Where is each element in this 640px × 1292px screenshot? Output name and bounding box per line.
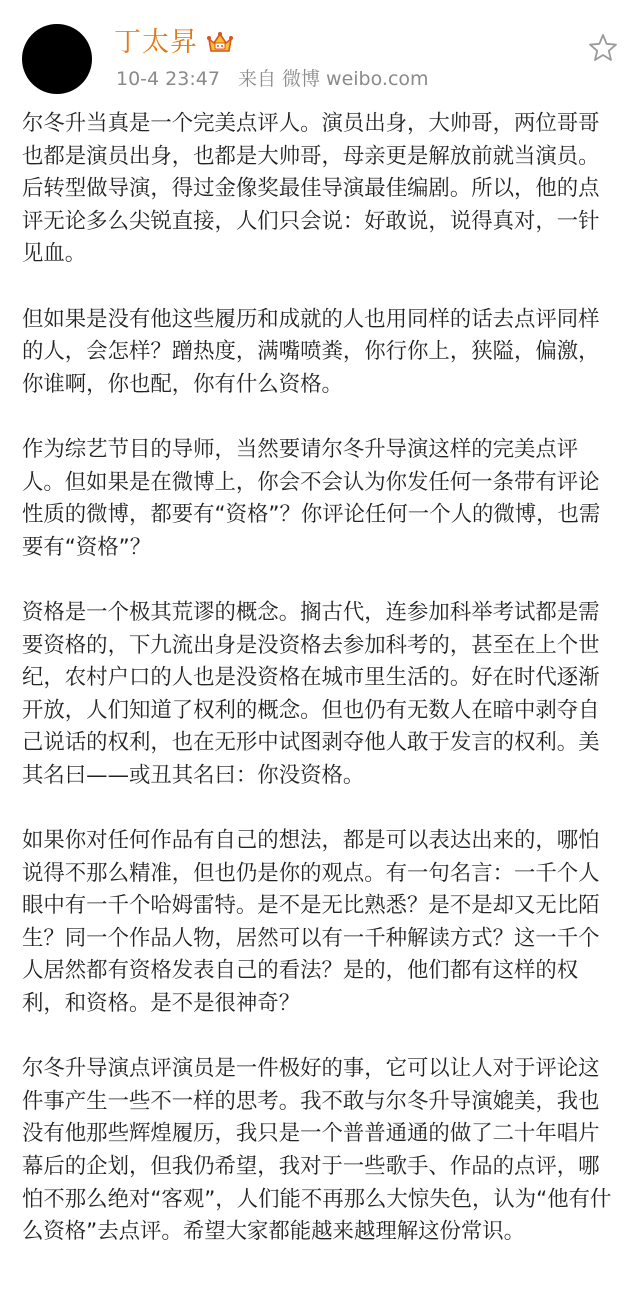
crown-icon — [206, 31, 234, 55]
post-paragraph: 尔冬升导演点评演员是一件极好的事，它可以让人对于评论这件事产生一些不一样的思考。我不敢与尔冬升导演媲美，我也没有他那些辉煌履历，我只是一个普普通通的做了二十年唱片幕后的企划，但我仍希望，我对于一些歌手、作品的点评，哪怕不那么绝对“客观”，人们能不再那么大惊失色，认为“他有什么资格”去点评。希望大家都能越来越理解这份常识。 — [22, 1056, 612, 1245]
post-paragraph: 作为综艺节目的导师，当然要请尔冬升导演这样的完美点评人。但如果是在微博上，你会不会认为你发任何一条带有评论性质的微博，都要有“资格”？你评论任何一个人的微博，也需要有“资格”？ — [22, 436, 601, 560]
post-paragraph: 但如果是没有他这些履历和成就的人也用同样的话去点评同样的人，会怎样？蹭热度，满嘴喷粪，你行你上，狭隘，偏激，你谁啊，你也配，你有什么资格。 — [22, 306, 600, 397]
star-icon[interactable] — [587, 32, 619, 64]
post-paragraph: 如果你对任何作品有自己的想法，都是可以表达出来的，哪怕说得不那么精准，但也仍是你的观点。有一句名言：一千个人眼中有一千个哈姆雷特。是不是无比熟悉？是不是却又无比陌生？同一个作品人物，居然可以有一千种解读方式？这一千个人居然都有资格发表自己的看法？是的，他们都有这样的权利，和资格。是不是很神奇？ — [22, 828, 600, 1017]
post-meta — [116, 66, 441, 92]
author-name[interactable]: 丁太昇 — [114, 27, 198, 58]
post-paragraph: 尔冬升当真是一个完美点评人。演员出身，大帅哥，两位哥哥也都是演员出身，也都是大帅哥，母亲更是解放前就当演员。后转型做导演，得过金像奖最佳导演最佳编剧。所以，他的点评无论多么尖锐直接，人们只会说：好敢说，说得真对，一针见血。 — [22, 111, 600, 267]
avatar[interactable] — [22, 24, 92, 94]
post-paragraph: 资格是一个极其荒谬的概念。搁古代，连参加科举考试都是需要资格的，下九流出身是没资格去参加科考的，甚至在上个世纪，农村户口的人也是没资格在城市里生活的。好在时代逐渐开放，人们知道了权利的概念。但也仍有无数人在暗中剥夺自己说话的权利，也在无形中试图剥夺他人敢于发言的权利。美其名曰——或丑其名曰：你没资格。 — [22, 599, 600, 788]
post-source: 来自 微博 weibo.com — [237, 68, 429, 90]
post-body — [22, 108, 620, 1249]
author-row — [114, 26, 234, 60]
post-header — [0, 0, 640, 100]
post-timestamp: 10-4 23:47 — [116, 68, 220, 90]
